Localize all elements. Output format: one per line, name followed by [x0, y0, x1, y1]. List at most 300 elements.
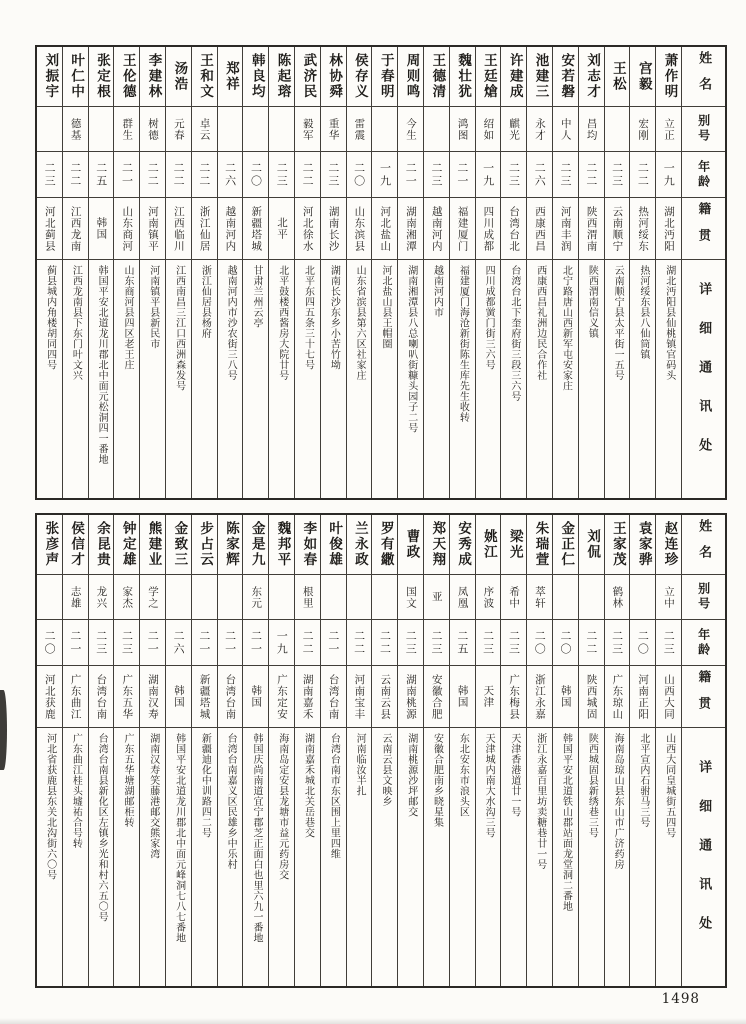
person-alias: 永才	[527, 107, 552, 152]
person-column	[268, 47, 294, 498]
person-address: 山东省滨县第六区社家庄	[354, 265, 366, 381]
person-name: 王家茂	[605, 515, 630, 575]
header-address-label: 详细通讯处	[696, 281, 712, 477]
person-column	[578, 47, 604, 498]
person-address: 四川成都黉门街三六号	[483, 265, 495, 370]
person-native-place: 河南宝丰	[347, 666, 372, 728]
person-column	[655, 47, 681, 498]
person-alias: 龙兴	[89, 575, 114, 620]
person-name: 张定根	[89, 47, 114, 107]
person-address: 北平宣内石驸马三号	[637, 733, 649, 828]
person-address: 台湾台南县新化区左镇乡光和村六五〇号	[96, 733, 108, 922]
person-native-place: 浙江永嘉	[527, 666, 552, 728]
person-native-place: 湖南汉寿	[140, 666, 165, 728]
person-address: 湖南长沙东乡小苦竹坳	[328, 265, 340, 370]
person-address: 湖南桃源沙坪邮交	[405, 733, 417, 817]
person-name: 王廷熗	[476, 47, 501, 107]
person-age: 二三	[476, 620, 501, 666]
header-address-label: 详细通讯处	[696, 759, 712, 955]
person-column	[604, 515, 630, 986]
person-alias: 今生	[398, 107, 423, 152]
person-name: 刘振宇	[37, 47, 62, 107]
person-age: 二一	[63, 620, 88, 666]
person-column	[113, 515, 139, 986]
person-native-place: 山东商河	[114, 198, 139, 260]
person-name: 王松	[605, 47, 630, 107]
person-age: 二二	[579, 620, 604, 666]
person-name: 许建成	[501, 47, 526, 107]
person-native-place: 台湾台南	[218, 666, 243, 728]
person-name: 武济民	[295, 47, 320, 107]
person-alias	[269, 575, 294, 620]
person-age: 二一	[450, 152, 475, 198]
person-address: 北平东四五条三十七号	[302, 265, 314, 370]
person-age: 二二	[579, 152, 604, 198]
person-name: 袁家骅	[630, 515, 655, 575]
person-age: 二三	[398, 620, 423, 666]
person-native-place: 台湾台南	[89, 666, 114, 728]
person-address: 江西龙南县下东门叶文兴	[70, 265, 82, 381]
person-native-place: 新疆塔城	[243, 198, 268, 260]
person-age: 二三	[553, 152, 578, 198]
person-address: 山西大同皇城街五四号	[663, 733, 675, 838]
person-name: 赵连珍	[656, 515, 681, 575]
person-alias	[243, 107, 268, 152]
person-column	[552, 515, 578, 986]
person-age: 二六	[527, 152, 552, 198]
person-native-place: 广东定安	[269, 666, 294, 728]
person-age: 二二	[347, 620, 372, 666]
person-native-place: 福建厦门	[450, 198, 475, 260]
person-native-place: 湖南湘潭	[398, 198, 423, 260]
person-column	[346, 515, 372, 986]
person-alias: 卓云	[192, 107, 217, 152]
person-age: 二六	[166, 620, 191, 666]
header-column	[681, 47, 725, 498]
person-name: 刘侃	[579, 515, 604, 575]
header-alias-label: 别号	[682, 575, 725, 620]
person-column	[217, 47, 243, 498]
person-native-place: 河南丰润	[553, 198, 578, 260]
person-column	[629, 515, 655, 986]
person-alias	[630, 575, 655, 620]
person-alias: 萃轩	[527, 575, 552, 620]
person-column	[552, 47, 578, 498]
person-name: 郑天翔	[424, 515, 449, 575]
person-column	[526, 47, 552, 498]
person-alias	[37, 107, 62, 152]
person-alias	[218, 107, 243, 152]
person-age: 二二	[295, 620, 320, 666]
person-native-place: 越南河内	[424, 198, 449, 260]
person-age: 一九	[372, 152, 397, 198]
person-native-place: 山西大同	[656, 666, 681, 728]
person-name: 王和文	[192, 47, 217, 107]
person-alias	[218, 575, 243, 620]
person-native-place: 河北获鹿	[37, 666, 62, 728]
person-alias: 中人	[553, 107, 578, 152]
person-age: 二三	[424, 152, 449, 198]
person-age: 二二	[372, 620, 397, 666]
header-native-label: 籍贯	[682, 666, 725, 728]
person-alias: 凤凰	[450, 575, 475, 620]
person-address: 陕西城固县新绣巷三号	[586, 733, 598, 838]
person-age: 二五	[89, 152, 114, 198]
person-column	[242, 515, 268, 986]
person-name: 王伦德	[114, 47, 139, 107]
person-age: 二一	[114, 152, 139, 198]
person-column	[320, 515, 346, 986]
person-column	[397, 515, 423, 986]
person-age: 二二	[140, 152, 165, 198]
directory-table-upper	[35, 45, 727, 500]
person-alias: 树德	[140, 107, 165, 152]
person-native-place: 北平	[269, 198, 294, 260]
person-name: 刘志才	[579, 47, 604, 107]
person-name: 周则鸣	[398, 47, 423, 107]
person-address: 安徽合肥南乡晓星集	[431, 733, 443, 828]
person-age: 二〇	[630, 620, 655, 666]
person-name: 李建林	[140, 47, 165, 107]
person-address: 广东曲江桂头墟祐合号转	[70, 733, 82, 849]
person-address: 浙江永嘉百里坊卖糖巷廿一号	[534, 733, 546, 870]
person-alias	[347, 575, 372, 620]
person-alias: 立中	[656, 575, 681, 620]
person-native-place: 热河绥东	[630, 198, 655, 260]
person-address: 河南镇平县新民市	[147, 265, 159, 349]
person-address: 海南岛定安县龙塘市益元药房交	[276, 733, 288, 880]
person-age: 二〇	[553, 620, 578, 666]
person-native-place: 新疆塔城	[192, 666, 217, 728]
person-name: 萧作明	[656, 47, 681, 107]
person-age: 二〇	[37, 620, 62, 666]
person-age: 二一	[140, 620, 165, 666]
person-name: 宫毅	[630, 47, 655, 107]
person-native-place: 广东梅县	[501, 666, 526, 728]
person-name: 魏壮犹	[450, 47, 475, 107]
person-alias: 志雄	[63, 575, 88, 620]
person-alias: 群生	[114, 107, 139, 152]
person-address: 天津香港道廿一号	[508, 733, 520, 817]
person-name: 金正仁	[553, 515, 578, 575]
person-age: 二一	[243, 620, 268, 666]
person-native-place: 安徽合肥	[424, 666, 449, 728]
person-alias: 学之	[140, 575, 165, 620]
person-name: 梁光	[501, 515, 526, 575]
person-name: 王德清	[424, 47, 449, 107]
person-alias: 家杰	[114, 575, 139, 620]
person-native-place: 广东曲江	[63, 666, 88, 728]
person-name: 余昆贵	[89, 515, 114, 575]
person-column	[423, 515, 449, 986]
person-name: 钟定雄	[114, 515, 139, 575]
person-age: 二〇	[243, 152, 268, 198]
scan-smudge-artifact	[0, 690, 7, 770]
person-column	[320, 47, 346, 498]
person-alias: 元春	[166, 107, 191, 152]
person-native-place: 韩国	[89, 198, 114, 260]
person-native-place: 广东琼山	[605, 666, 630, 728]
person-column	[578, 515, 604, 986]
person-address: 云南顺宁县太平街一五号	[612, 265, 624, 381]
person-native-place: 湖南长沙	[321, 198, 346, 260]
person-name: 魏邦平	[269, 515, 294, 575]
person-name: 安秀成	[450, 515, 475, 575]
person-age: 二五	[450, 620, 475, 666]
person-alias	[605, 107, 630, 152]
person-address: 浙江仙居县杨府	[199, 265, 211, 339]
person-native-place: 韩国	[553, 666, 578, 728]
person-native-place: 湖南桃源	[398, 666, 423, 728]
person-address: 天津城内南大水沟三号	[483, 733, 495, 838]
person-alias: 绍如	[476, 107, 501, 152]
person-name: 侯信才	[63, 515, 88, 575]
person-column	[165, 515, 191, 986]
person-alias: 希中	[501, 575, 526, 620]
person-column	[191, 515, 217, 986]
person-alias: 序波	[476, 575, 501, 620]
person-native-place: 湖北沔阳	[656, 198, 681, 260]
person-address: 河南临汝半扎	[354, 733, 366, 796]
person-address: 韩国平安北道龙川郡北中面元峰洞七八七番地	[173, 733, 185, 943]
person-name: 叶俊雄	[321, 515, 346, 575]
person-alias: 宏刚	[630, 107, 655, 152]
person-age: 二一	[218, 620, 243, 666]
person-address: 陕西渭南信义镇	[586, 265, 598, 339]
person-native-place: 韩国	[243, 666, 268, 728]
header-alias-label: 别号	[682, 107, 725, 152]
person-address: 台湾台北下奎府街三段三六号	[508, 265, 520, 402]
person-column	[655, 515, 681, 986]
person-name: 陈家辉	[218, 515, 243, 575]
person-column	[37, 515, 62, 986]
person-name: 曹政	[398, 515, 423, 575]
person-address: 湖南湘潭县八总喇叭街糠头园子二号	[405, 265, 417, 433]
person-column	[37, 47, 62, 498]
person-column	[346, 47, 372, 498]
person-age: 二三	[89, 620, 114, 666]
person-native-place: 陕西城固	[579, 666, 604, 728]
person-name: 李如春	[295, 515, 320, 575]
person-column	[371, 515, 397, 986]
person-alias	[166, 575, 191, 620]
person-alias: 德基	[63, 107, 88, 152]
person-native-place: 河北蓟县	[37, 198, 62, 260]
person-address: 湖南汉寿笑藤港邮交熊家湾	[147, 733, 159, 859]
person-column	[62, 515, 88, 986]
person-column	[113, 47, 139, 498]
person-age: 一九	[269, 620, 294, 666]
person-native-place: 湖南嘉禾	[295, 666, 320, 728]
person-age: 二一	[321, 620, 346, 666]
person-address: 福建厦门海沧新街陈生库先生收转	[457, 265, 469, 423]
person-age: 二二	[166, 152, 191, 198]
header-name-label: 姓名	[682, 47, 725, 107]
person-address: 韩国平安北道铁山郡站面龙堂洞二番地	[560, 733, 572, 912]
person-name: 陈起瑢	[269, 47, 294, 107]
person-name: 张彦声	[37, 515, 62, 575]
person-native-place: 广东五华	[114, 666, 139, 728]
person-age: 二一	[192, 620, 217, 666]
person-address: 甘肃兰州云亭	[250, 265, 262, 328]
person-alias: 昌均	[579, 107, 604, 152]
person-name: 于春明	[372, 47, 397, 107]
person-age: 二二	[63, 152, 88, 198]
person-name: 朱瑞萱	[527, 515, 552, 575]
header-column	[681, 515, 725, 986]
person-column	[526, 515, 552, 986]
person-column	[242, 47, 268, 498]
person-alias: 根里	[295, 575, 320, 620]
person-alias: 亚	[424, 575, 449, 620]
person-age: 二三	[114, 620, 139, 666]
person-column	[371, 47, 397, 498]
person-name: 郑祥	[218, 47, 243, 107]
person-name: 汤浩	[166, 47, 191, 107]
person-address: 云南云县文映乡	[379, 733, 391, 807]
person-column	[62, 47, 88, 498]
person-name: 步占云	[192, 515, 217, 575]
person-column	[423, 47, 449, 498]
person-age: 一九	[656, 152, 681, 198]
person-native-place: 韩国	[166, 666, 191, 728]
person-name: 池建三	[527, 47, 552, 107]
person-address: 越南河内市沙农街三八号	[225, 265, 237, 381]
person-column	[449, 515, 475, 986]
person-address: 台湾台南市东区围上里四维	[328, 733, 340, 859]
person-native-place: 云南云县	[372, 666, 397, 728]
person-native-place: 浙江仙居	[192, 198, 217, 260]
person-address: 东北安东市浪头区	[457, 733, 469, 817]
person-native-place: 山东滨县	[347, 198, 372, 260]
person-address: 广东五华塘湖邮柜转	[121, 733, 133, 828]
person-address: 北平鼓楼西酱房大院廿号	[276, 265, 288, 381]
person-address: 河北盐山县王帽圈	[379, 265, 391, 349]
person-alias	[89, 107, 114, 152]
person-age: 二二	[630, 152, 655, 198]
person-native-place: 云南顺宁	[605, 198, 630, 260]
person-name: 林协舜	[321, 47, 346, 107]
person-address: 江西南昌三江口西洲森发号	[173, 265, 185, 391]
person-address: 越南河内市	[431, 265, 443, 318]
person-address: 湖北沔阳县仙桃镇官码头	[663, 265, 675, 381]
person-column	[500, 47, 526, 498]
person-native-place: 陕西渭南	[579, 198, 604, 260]
person-column	[475, 515, 501, 986]
person-alias	[553, 575, 578, 620]
person-column	[165, 47, 191, 498]
person-column	[88, 47, 114, 498]
person-name: 叶仁中	[63, 47, 88, 107]
person-native-place: 河南镇平	[140, 198, 165, 260]
person-name: 韩良均	[243, 47, 268, 107]
person-alias	[424, 107, 449, 152]
person-age: 二二	[192, 152, 217, 198]
person-native-place: 台湾台南	[321, 666, 346, 728]
directory-table-lower	[35, 513, 727, 988]
person-alias: 鸿图	[450, 107, 475, 152]
person-address: 新疆迪化中训路四二号	[199, 733, 211, 838]
person-column	[500, 515, 526, 986]
person-column	[139, 515, 165, 986]
person-column	[449, 47, 475, 498]
person-age: 二三	[501, 152, 526, 198]
person-age: 二六	[218, 152, 243, 198]
person-alias	[269, 107, 294, 152]
scan-edge-shadow	[0, 1018, 746, 1024]
person-native-place: 天津	[476, 666, 501, 728]
person-native-place: 韩国	[450, 666, 475, 728]
person-address: 台湾台南嘉义区民雄乡中乐村	[225, 733, 237, 870]
person-age: 二三	[269, 152, 294, 198]
person-alias	[579, 575, 604, 620]
person-alias: 国文	[398, 575, 423, 620]
person-native-place: 江西龙南	[63, 198, 88, 260]
person-age: 二〇	[347, 152, 372, 198]
person-address: 韩国平安北道龙川郡北中面元松洞四一番地	[96, 265, 108, 465]
person-alias: 毅军	[295, 107, 320, 152]
person-alias	[192, 575, 217, 620]
header-age-label: 年龄	[682, 152, 725, 198]
person-address: 蓟县城内角楼胡同四号	[44, 265, 56, 370]
person-column	[191, 47, 217, 498]
person-name: 罗有繖	[372, 515, 397, 575]
person-age: 二一	[398, 152, 423, 198]
person-alias: 鹤林	[605, 575, 630, 620]
person-alias: 麒光	[501, 107, 526, 152]
person-name: 侯存义	[347, 47, 372, 107]
person-alias	[321, 575, 346, 620]
person-age: 二三	[321, 152, 346, 198]
person-native-place: 西康西昌	[527, 198, 552, 260]
person-name: 金致三	[166, 515, 191, 575]
person-age: 二三	[605, 152, 630, 198]
person-alias: 雷震	[347, 107, 372, 152]
person-column	[217, 515, 243, 986]
person-age: 二三	[656, 620, 681, 666]
header-age-label: 年龄	[682, 620, 725, 666]
person-address: 湖南嘉禾城北关岳巷交	[302, 733, 314, 838]
person-native-place: 台湾台北	[501, 198, 526, 260]
person-address: 山东商河县四区老王庄	[121, 265, 133, 370]
person-name: 熊建业	[140, 515, 165, 575]
person-column	[629, 47, 655, 498]
person-age: 二三	[501, 620, 526, 666]
person-address: 北宁路唐山西新军屯安家庄	[560, 265, 572, 391]
person-age: 二〇	[527, 620, 552, 666]
person-alias	[37, 575, 62, 620]
person-age: 一九	[476, 152, 501, 198]
person-native-place: 河南正阳	[630, 666, 655, 728]
person-name: 金是九	[243, 515, 268, 575]
person-name: 兰永政	[347, 515, 372, 575]
person-column	[294, 515, 320, 986]
person-age: 二三	[37, 152, 62, 198]
person-address: 西康西昌礼洲边民合作社	[534, 265, 546, 381]
person-alias: 东元	[243, 575, 268, 620]
person-name: 姚江	[476, 515, 501, 575]
person-address: 韩国庆尚南道宜宁郡芝正面白也里六九一番地	[250, 733, 262, 943]
person-column	[604, 47, 630, 498]
person-address: 河北省获鹿县东关北沟街六〇号	[44, 733, 56, 880]
person-column	[88, 515, 114, 986]
person-alias	[372, 107, 397, 152]
person-column	[268, 515, 294, 986]
person-alias	[372, 575, 397, 620]
person-column	[475, 47, 501, 498]
person-alias: 重华	[321, 107, 346, 152]
person-column	[294, 47, 320, 498]
